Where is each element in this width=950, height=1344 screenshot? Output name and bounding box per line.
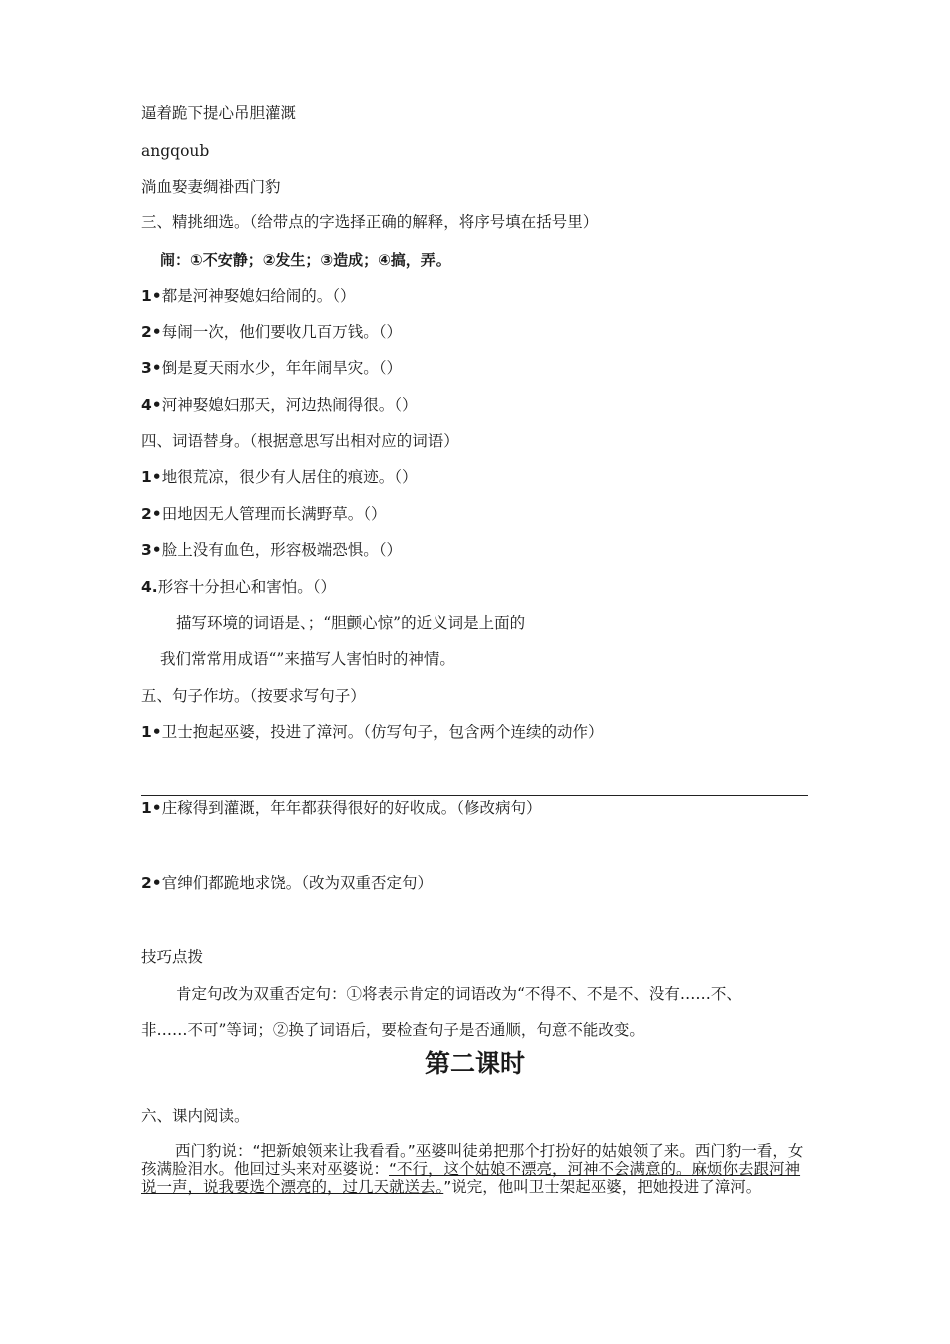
section-4-q1 [141, 467, 417, 487]
section-5-q2 [141, 798, 541, 818]
q-number: 1• [141, 287, 162, 305]
q-text: 形容十分担心和害怕。（） [157, 578, 336, 596]
q-number: 1• [141, 799, 162, 817]
section-5-q3 [141, 873, 433, 893]
section-5-q1 [141, 722, 603, 742]
section-4-note-1: 描写环境的词语是、；“胆颤心惊”的近义词是上面的 [176, 614, 526, 632]
q-text: 倒是夏天雨水少，年年闹旱灾。（） [161, 359, 402, 377]
tips-line-2: 非……不可”等词；②换了词语后，要检查句子是否通顺，句意不能改变。 [141, 1021, 645, 1039]
pinyin-line: angqoub [141, 142, 210, 160]
q-text: 庄稼得到灌溉，年年都获得很好的好收成。（修改病句） [161, 799, 542, 817]
passage-underlined: “不行，这个姑娘不漂亮，河神不会满意的。麻烦你去跟河神说一声，说我要选个漂亮的，过几天就送去。 [141, 1160, 801, 1196]
q-number: 4. [141, 578, 158, 596]
q-text: 田地因无人管理而长满野草。（） [161, 505, 387, 523]
q-text: 官绅们都跪地求饶。（改为双重否定句） [161, 874, 433, 892]
section-5-title: 五、句子作坊。（按要求写句子） [141, 687, 366, 705]
section-3-title: 三、精挑细选。（给带点的字选择正确的解释，将序号填在括号里） [141, 213, 599, 231]
q-number: 2• [141, 874, 162, 892]
vocab-line-2: 淌血娶妻绸褂西门豹 [141, 178, 281, 196]
q-text: 都是河神娶媳妇给闹的。（） [161, 287, 356, 305]
q-number: 2• [141, 323, 162, 341]
passage-part-1: 西门豹说：“把新娘领来让我看看。”巫婆叫徒弟把那个打扮好的姑娘领了来。西门豹一看，女孩满脸泪水。他回过头来对巫婆说： [141, 1142, 804, 1178]
section-3-q2 [141, 322, 402, 342]
q-number: 1• [141, 468, 162, 486]
section-4-q2 [141, 504, 386, 524]
section-3-q1 [141, 286, 355, 306]
q-number: 4• [141, 396, 162, 414]
q-number: 2• [141, 505, 162, 523]
passage-part-2: ”说完，他叫卫士架起巫婆，把她投进了漳河。 [443, 1178, 762, 1196]
q-number: 3• [141, 359, 162, 377]
answer-line [141, 795, 808, 796]
section-3-q4 [141, 395, 417, 415]
tips-line-1: 肯定句改为双重否定句：①将表示肯定的词语改为“不得不、不是不、没有……不、 [176, 985, 742, 1003]
section-4-title: 四、词语替身。（根据意思写出相对应的词语） [141, 432, 459, 450]
section-3-q3 [141, 358, 402, 378]
section-4-q3 [141, 540, 402, 560]
tips-title: 技巧点拨 [141, 948, 204, 966]
q-number: 1• [141, 723, 162, 741]
q-number: 3• [141, 541, 162, 559]
q-text: 地很荒凉，很少有人居住的痕迹。（） [161, 468, 418, 486]
q-text: 卫士抱起巫婆，投进了漳河。（仿写句子，包含两个连续的动作） [161, 723, 604, 741]
section-6-title: 六、课内阅读。 [141, 1107, 250, 1125]
section-4-q4 [141, 577, 336, 597]
section-4-note-2: 我们常常用成语“”来描写人害怕时的神情。 [160, 650, 455, 668]
q-text: 脸上没有血色，形容极端恐惧。（） [161, 541, 402, 559]
q-text: 每闹一次，他们要收几百万钱。（） [161, 323, 402, 341]
lesson-title: 第二课时 [424, 1049, 525, 1078]
section-3-options: 闹：①不安静；②发生；③造成；④搞，弄。 [160, 251, 451, 269]
q-text: 河神娶媳妇那天，河边热闹得很。（） [161, 396, 418, 414]
vocab-line-1: 逼着跪下提心吊胆灌溉 [141, 104, 297, 122]
reading-passage [141, 1142, 811, 1196]
